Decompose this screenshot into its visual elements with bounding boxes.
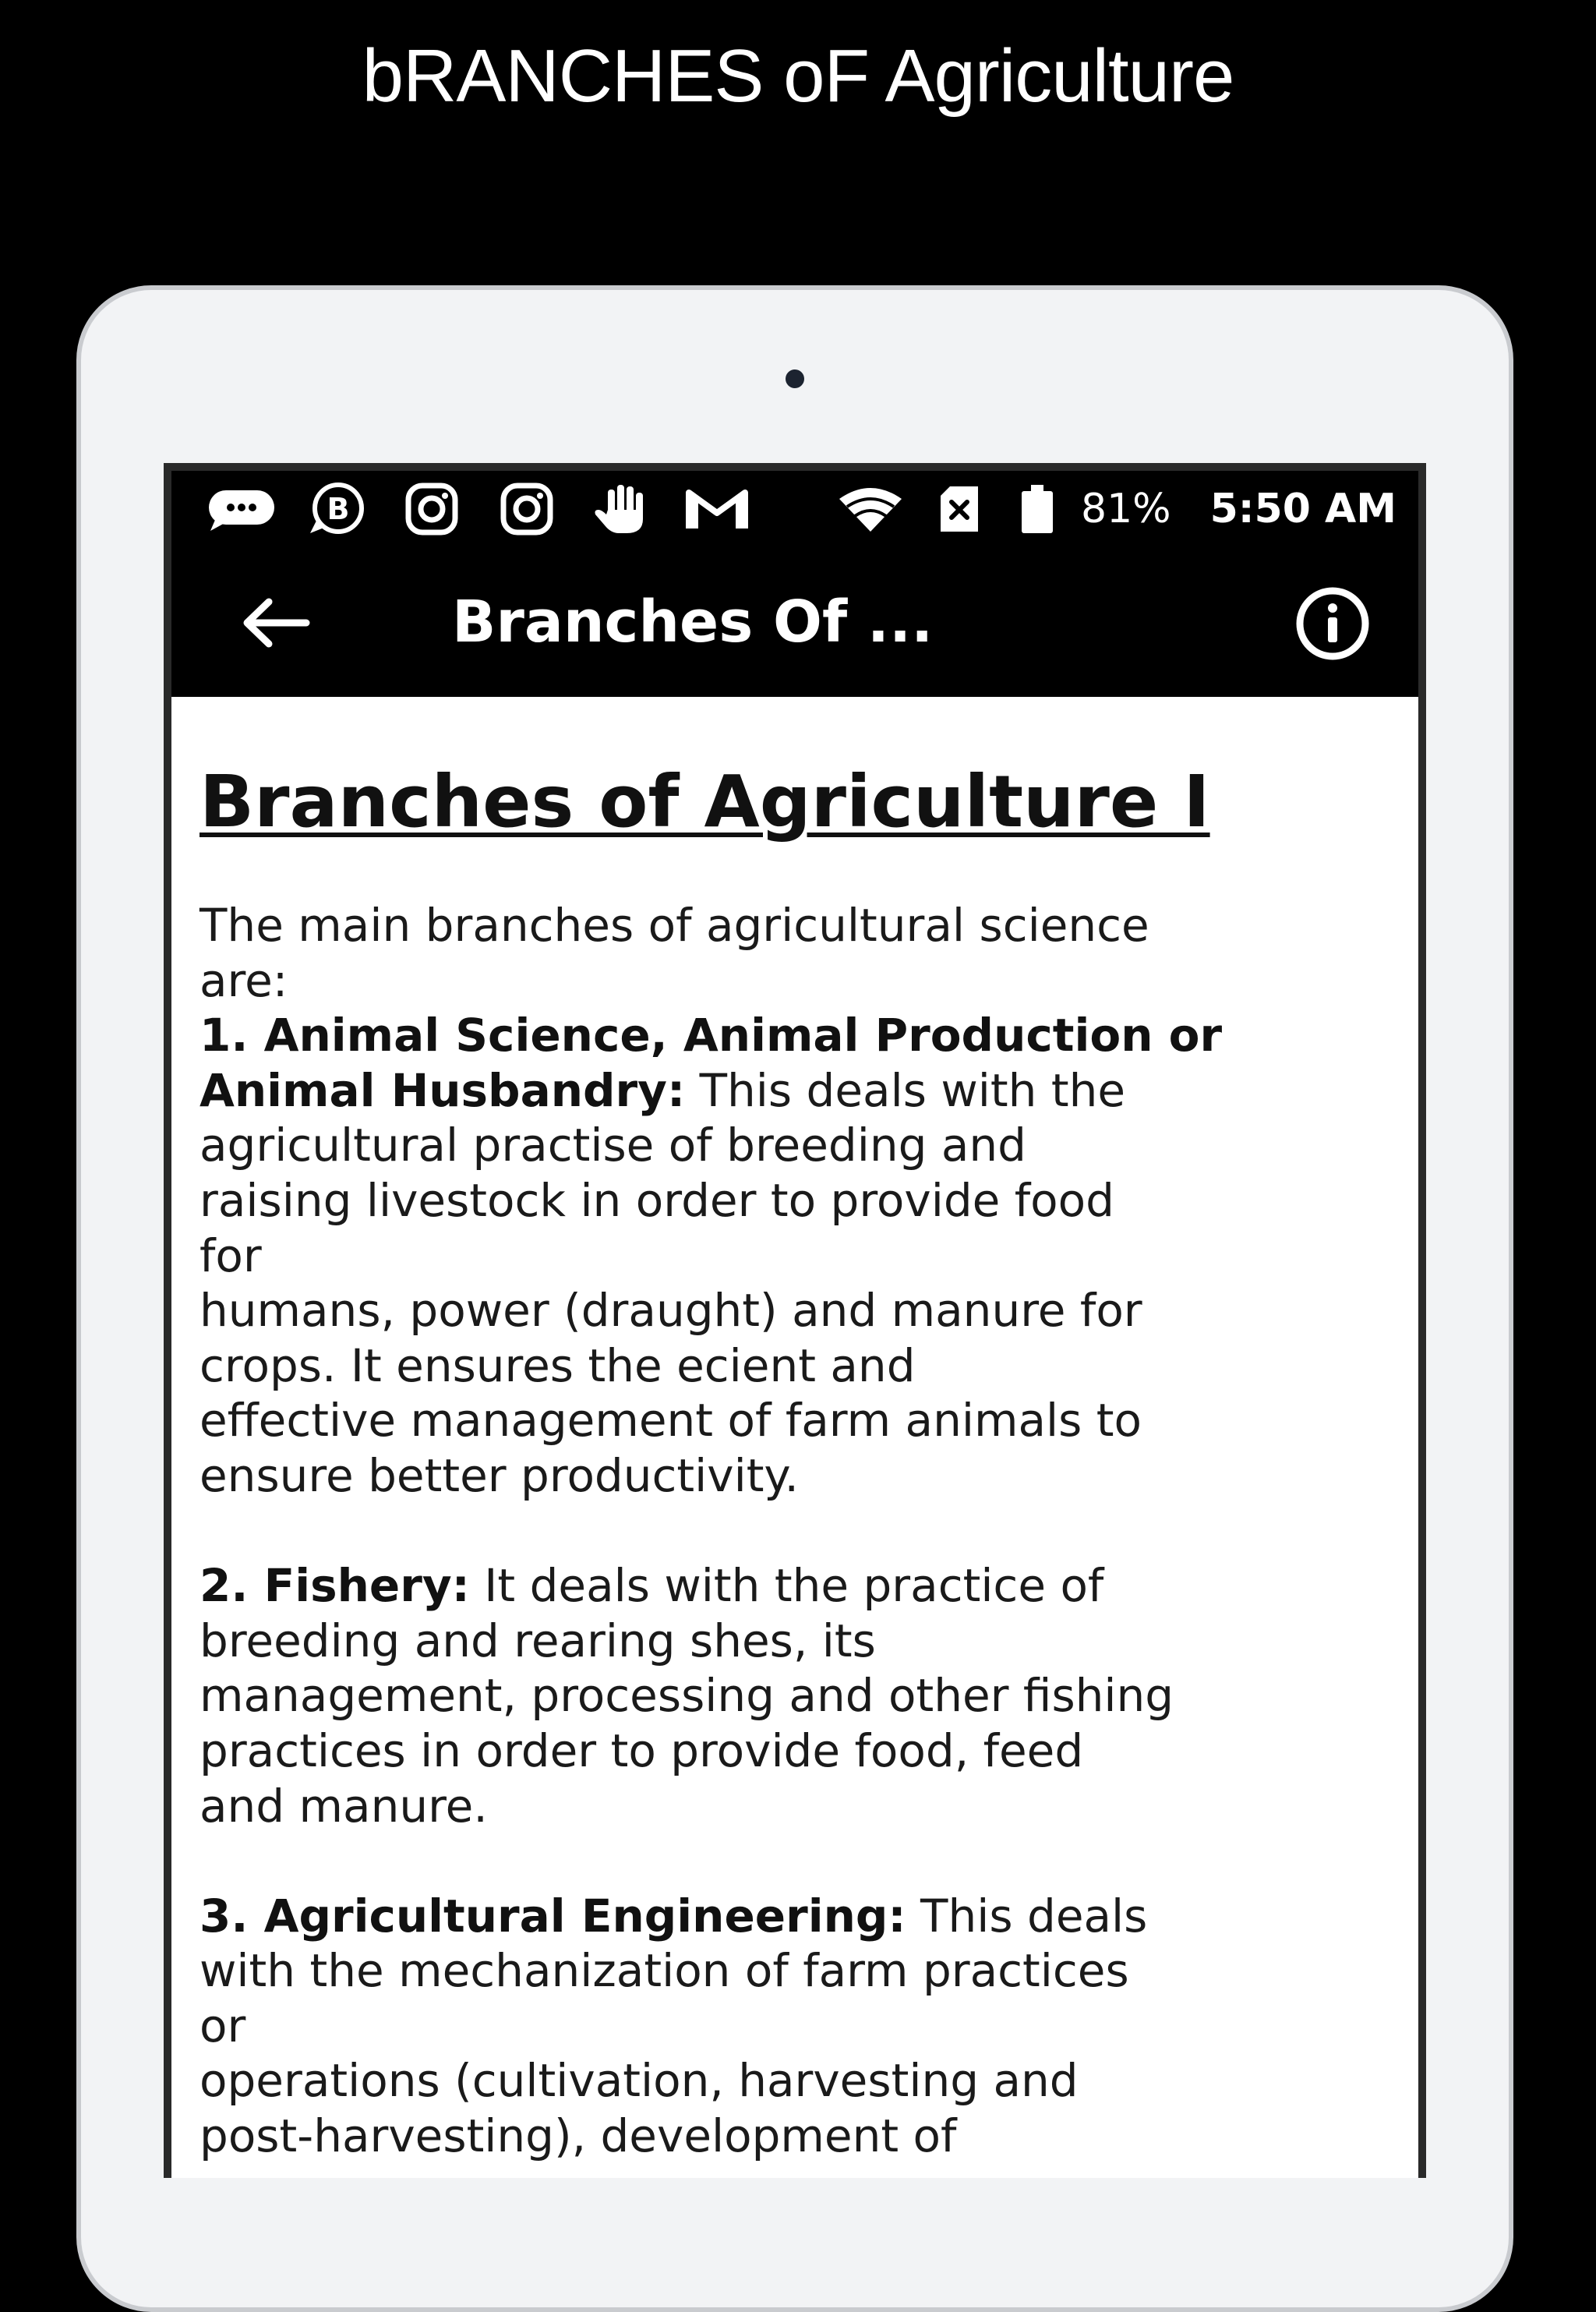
device-screen <box>164 463 1426 2178</box>
item1-heading-text: 1. Animal Science, Animal Production or <box>200 1009 1223 1062</box>
item2-line: practices in order to provide food, feed <box>200 1723 1084 1777</box>
item1-heading-term: Animal Husbandry: <box>200 1063 686 1117</box>
item1-line: for <box>200 1228 262 1282</box>
front-camera <box>786 369 804 388</box>
instagram-icon <box>493 482 561 536</box>
app-bar-title: Branches Of ... <box>452 589 934 656</box>
item1-text: This deals with the <box>685 1063 1126 1117</box>
item3-line: or <box>200 1999 246 2052</box>
system-icons <box>836 482 1396 536</box>
item2-line: breeding and rearing shes, its <box>200 1614 876 1667</box>
battery-icon <box>1014 482 1061 536</box>
item2-text: It deals with the practice of <box>469 1559 1104 1613</box>
gmail-icon <box>683 482 751 536</box>
item3-heading: 3. Agricultural Engineering: <box>200 1889 906 1943</box>
paragraph-gap <box>200 1504 1393 1559</box>
item1-heading <box>200 1008 1393 1063</box>
item3-line: with the mechanization of farm practices <box>200 1944 1129 1998</box>
app-bar <box>171 549 1418 697</box>
item1-line: effective management of farm animals to <box>200 1394 1142 1448</box>
item2-line: and manure. <box>200 1779 488 1833</box>
battery-percentage: 81% <box>1080 486 1171 532</box>
clock: 5:50 AM <box>1209 486 1396 532</box>
wifi-icon <box>836 482 905 536</box>
b-badge-icon <box>302 482 371 536</box>
article-title: Branches of Agriculture I <box>200 760 1210 843</box>
item3-line: operations (cultivation, harvesting and <box>200 2054 1079 2108</box>
item1-line: ensure better productivity. <box>200 1448 799 1502</box>
item1-line <box>200 1063 1393 1119</box>
no-sim-icon <box>925 482 994 536</box>
item1-line: agricultural practise of breeding and <box>200 1119 1026 1172</box>
info-button[interactable] <box>1292 586 1373 661</box>
item2-line: management, processing and other fishing <box>200 1669 1174 1723</box>
item2-line <box>200 1558 1393 1614</box>
item1-line: raising livestock in order to provide food <box>200 1173 1114 1227</box>
item1-line: humans, power (draught) and manure for <box>200 1284 1142 1338</box>
promo-title: bRANCHES oF Agriculture <box>362 34 1234 118</box>
notification-icons <box>207 482 751 536</box>
item3-text: This deals <box>906 1889 1148 1943</box>
paragraph-gap <box>200 1833 1393 1889</box>
article-content <box>171 697 1418 2164</box>
item1-line: crops. It ensures the ecient and <box>200 1338 916 1392</box>
info-icon <box>1292 586 1373 661</box>
item3-line <box>200 1889 1393 1944</box>
intro-line: are: <box>200 953 288 1007</box>
arrow-left-icon <box>241 596 311 650</box>
article-body <box>200 898 1393 2164</box>
intro-line: The main branches of agricultural science <box>200 899 1149 952</box>
instagram-icon <box>397 482 466 536</box>
back-button[interactable] <box>238 588 313 658</box>
status-bar <box>171 471 1418 549</box>
item2-heading: 2. Fishery: <box>200 1559 470 1613</box>
message-icon <box>207 482 276 536</box>
hand-icon <box>588 482 656 536</box>
item3-line: post-harvesting), development of <box>200 2109 957 2163</box>
svg-text:B: B <box>327 492 350 526</box>
